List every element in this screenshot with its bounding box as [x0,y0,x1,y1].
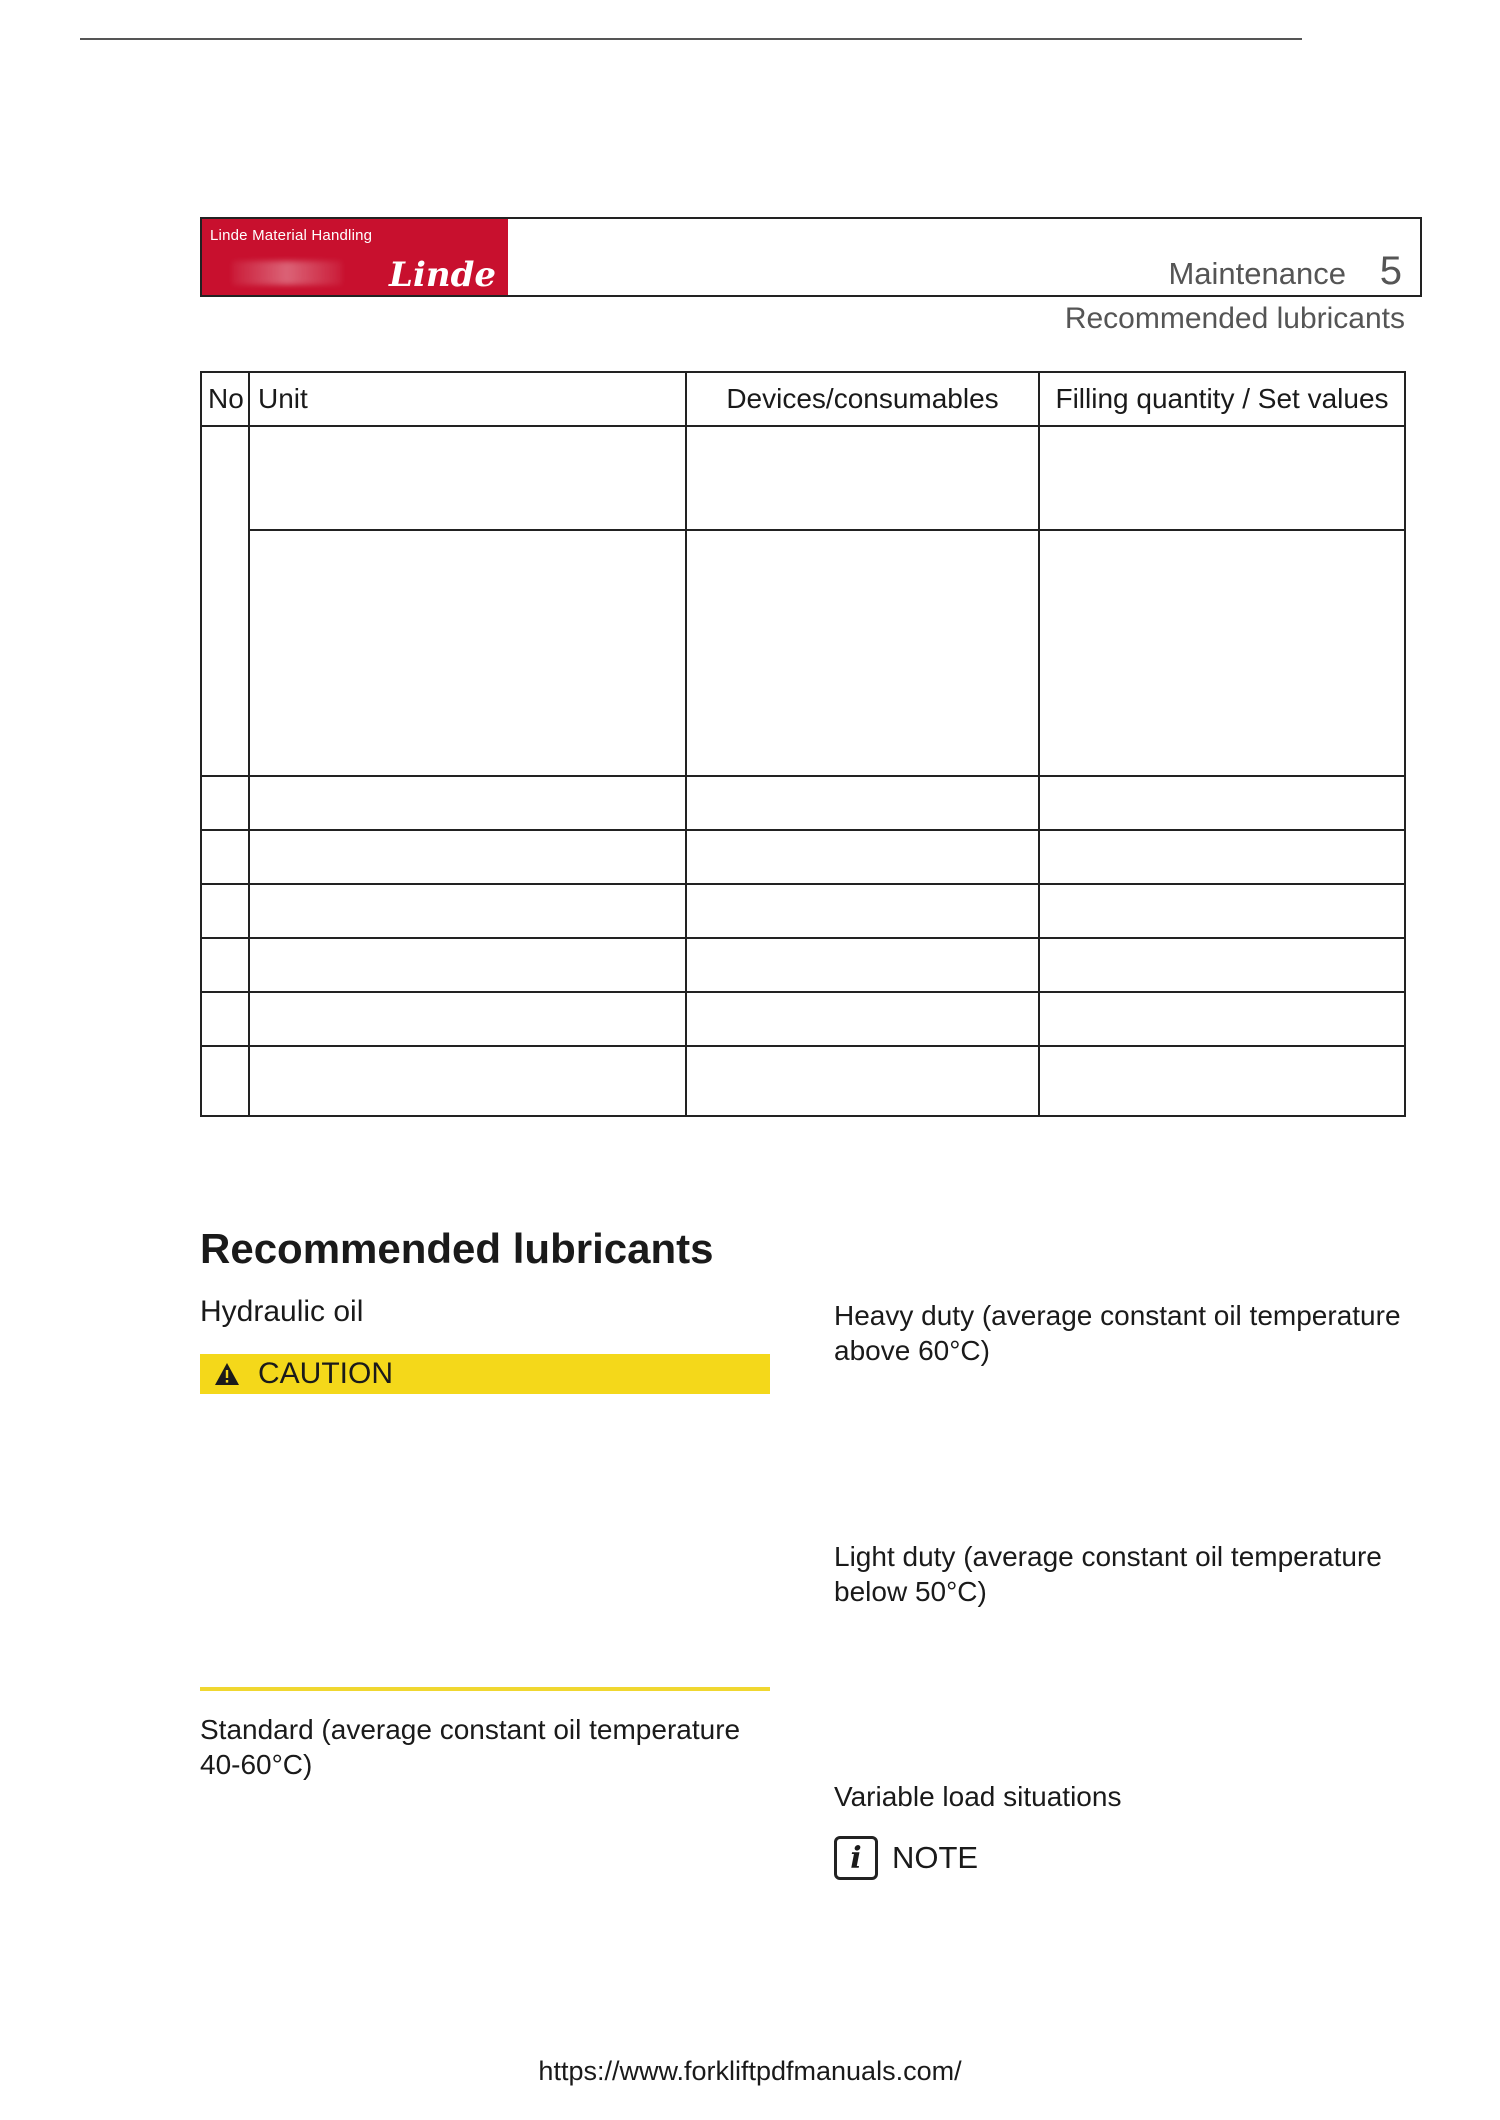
caution-end-rule [200,1687,770,1691]
col-header-no: No [201,372,249,426]
linde-logo [202,219,508,295]
section-heading: Recommended lubricants [200,1225,714,1272]
table-row [201,530,1405,776]
info-icon: i [834,1836,878,1880]
top-divider [80,38,1302,40]
footer-url[interactable]: https://www.forkliftpdfmanuals.com/ [538,2056,962,2086]
heavy-duty-text: Heavy duty (average constant oil temperature above 60°C) [834,1300,1401,1366]
note-callout [834,1836,978,1880]
brand-wordmark: Linde [389,255,496,295]
table-header-row [201,372,1405,426]
table-row [201,884,1405,938]
page-header [200,217,1422,297]
variable-load-text: Variable load situations [834,1781,1122,1812]
section-subtitle: Recommended lubricants [1064,302,1405,335]
table-row [201,938,1405,992]
table-row [201,1046,1405,1116]
table-row [201,992,1405,1046]
company-name: Linde Material Handling [210,227,373,244]
caution-label: CAUTION [258,1357,393,1390]
light-duty-text: Light duty (average constant oil temperature below 50°C) [834,1541,1382,1607]
chapter-title: Maintenance [1168,256,1346,291]
caution-banner [200,1354,770,1394]
table-row [201,776,1405,830]
table-row [201,830,1405,884]
table-row [201,426,1405,530]
col-header-filling: Filling quantity / Set values [1039,372,1405,426]
standard-text: Standard (average constant oil temperature 40-60°C) [200,1714,741,1780]
chapter-number: 5 [1379,249,1402,293]
col-header-unit: Unit [249,372,686,426]
lubricant-table [200,371,1406,1117]
warning-triangle-icon [214,1362,240,1386]
subsection-heading: Hydraulic oil [200,1295,364,1328]
col-header-devices: Devices/consumables [686,372,1039,426]
note-label: NOTE [892,1840,979,1875]
